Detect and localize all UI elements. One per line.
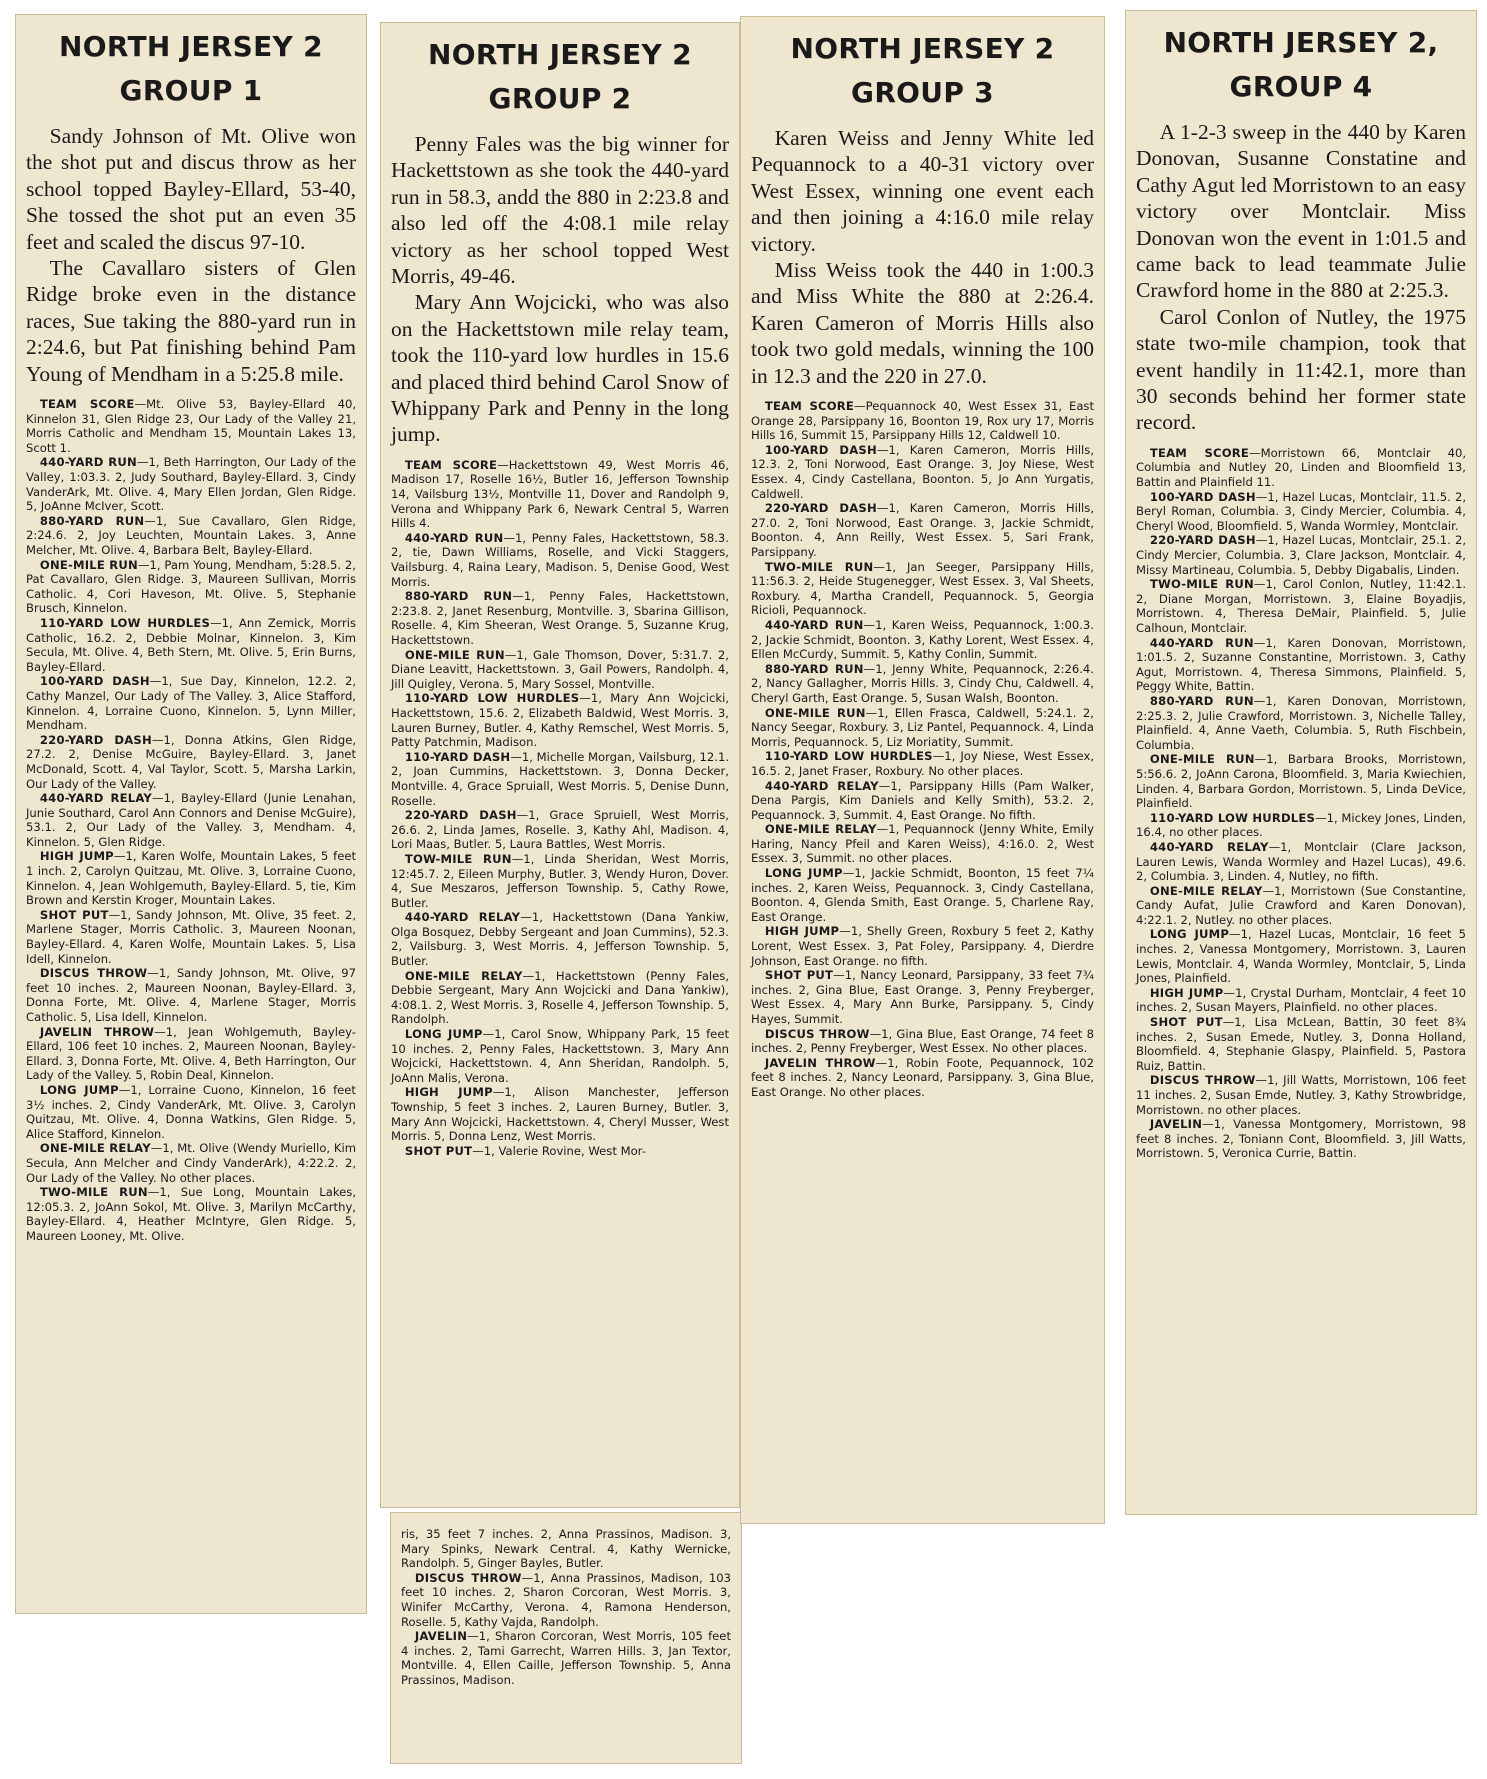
event-name: 110-YARD LOW HURDLES bbox=[404, 691, 580, 706]
event-name: TOW-MILE RUN bbox=[404, 851, 512, 866]
event-name: 440-YARD RUN bbox=[1149, 635, 1254, 650]
event-name: 100-YARD DASH bbox=[39, 674, 150, 689]
lede-paragraph: A 1-2-3 sweep in the 440 by Karen Donovan, Susanne Constatine and Cathy Agut led Morristown to an easy victory over Montclair. Miss Donovan won the event in 1:01.5 and came back to lead teammate Julie Crawford home in the 880 at 2:25.3. bbox=[1136, 120, 1466, 303]
headline bbox=[26, 25, 356, 113]
results-list bbox=[401, 1527, 731, 1688]
event-name: SHOT PUT bbox=[404, 1143, 473, 1158]
event-name: 110-YARD LOW HURDLES bbox=[1149, 810, 1316, 825]
result-entry bbox=[26, 455, 356, 513]
event-name: ONE-MILE RUN bbox=[39, 557, 138, 572]
clipping-group-4 bbox=[1125, 10, 1477, 1515]
result-entry bbox=[391, 1144, 729, 1159]
event-results: —1, Karen Wolfe, Mountain Lakes, 5 feet 1 inch. 2, Carolyn Quitzau, Mt. Olive. 3, Lorraine Cuono, Kinnelon. 4, Jean Wohlgemuth, Bayley-Ellard. 5, tie, Kim Brown and Kerstin Kroger, Mountain Lakes. bbox=[26, 849, 356, 908]
event-name: ONE-MILE RUN bbox=[1149, 752, 1255, 767]
result-entry bbox=[26, 558, 356, 616]
event-name: 220-YARD DASH bbox=[764, 501, 877, 516]
result-entry bbox=[751, 866, 1094, 924]
event-results: —1, Carol Conlon, Nutley, 11:42.1. 2, Diane Morgan, Morristown. 3, Elaine Boyadjis, Morristown. 4, Theresa DeMair, Plainfield. 5, Julie Calhoun, Montclair. bbox=[1136, 577, 1467, 635]
event-results: —1, Crystal Durham, Montclair, 4 feet 10 inches. 2, Susan Mayers, Plainfield. no other places. bbox=[1136, 985, 1466, 1015]
result-entry bbox=[1136, 884, 1466, 928]
event-results: —1, Morristown (Sue Constantine, Candy Aufat, Julie Crawford and Karen Donovan), 4:22.1. 2, Nutley. no other places. bbox=[1136, 883, 1466, 927]
result-entry bbox=[751, 749, 1094, 778]
result-entry bbox=[1136, 1073, 1466, 1117]
headline bbox=[391, 33, 729, 121]
result-entry bbox=[1136, 446, 1466, 490]
event-results: —1, Anna Prassinos, Madison, 103 feet 10 inches. 2, Sharon Corcoran, West Morris. 3, Winifer McCarthy, Verona. 4, Ramona Henderson, Roselle. 5, Kathy Vajda, Randolph. bbox=[401, 1570, 731, 1629]
headline-line-2: GROUP 3 bbox=[851, 76, 994, 109]
event-results: —1, Donna Atkins, Glen Ridge, 27.2. 2, Denise McGuire, Bayley-Ellard. 3, Janet McDonald, Scott. 4, Val Taylor, Scott. 5, Marsha Larkin, Our Lady of the Valley. bbox=[26, 732, 357, 791]
event-name: 440-YARD RELAY bbox=[39, 791, 153, 806]
event-results: —1, Karen Cameron, Morris Hills, 27.0. 2, Toni Norwood, East Orange. 3, Jackie Schmidt, Boonton. 4, Ann Reilly, West Essex. 5, Sari Frank, Parsippany. bbox=[751, 501, 1094, 559]
result-entry bbox=[1136, 636, 1466, 694]
headline-line-1: NORTH JERSEY 2 bbox=[790, 32, 1055, 65]
result-entry bbox=[1136, 1117, 1466, 1161]
clipping-group-2 bbox=[380, 22, 740, 1508]
result-entry bbox=[751, 822, 1094, 866]
event-results: —1, Karen Weiss, Pequannock, 1:00.3. 2, Jackie Schmidt, Boonton. 3, Kathy Lorent, West Essex. 4, Ellen McCurdy, Summit. 5, Kathy Conlin, Summit. bbox=[751, 617, 1094, 662]
lede-paragraph: Penny Fales was the big winner for Hackettstown as she took the 440-yard run in 58.3, andd the 880 in 2:23.8 and also led off the 4:08.1 mile relay victory as her school topped West Morris, 49-46. bbox=[391, 132, 729, 289]
event-name: 110-YARD LOW HURDLES bbox=[764, 749, 933, 764]
event-name: DISCUS THROW bbox=[764, 1026, 870, 1041]
event-results: —1, Bayley-Ellard (Junie Lenahan, Junie Southard, Carol Ann Connors and Denise McGuire), 53.1. 2, Our Lady of the Valley. 3, Mendham. 4, Kinnelon. 5, Glen Ridge. bbox=[26, 791, 356, 849]
event-results: —1, Hazel Lucas, Montclair, 25.1. 2, Cindy Mercier, Columbia. 3, Clare Jackson, Montclair. 4, Missy Martineau, Columbia. 5, Debby Digabalis, Linden. bbox=[1136, 533, 1467, 577]
event-results: —1, Sandy Johnson, Mt. Olive, 97 feet 10 inches. 2, Maureen Noonan, Bayley-Ellard. 3, Donna Forte, Mt. Olive. 4, Marlene Stager, Morris Catholic. 5, Lisa Idell, Kinnelon. bbox=[26, 966, 356, 1024]
result-entry bbox=[1136, 986, 1466, 1015]
event-results: —1, Lorraine Cuono, Kinnelon, 16 feet 3½ inches. 2, Cindy VanderArk, Mt. Olive. 3, Carolyn Quitzau, Mt. Olive. 4, Donna Watkins, Glen Ridge. 5, Alice Stafford, Kinnelon. bbox=[26, 1082, 356, 1141]
clipping-group-3 bbox=[740, 16, 1105, 1524]
result-entry bbox=[26, 616, 356, 674]
event-name: 880-YARD RUN bbox=[764, 661, 864, 676]
result-entry bbox=[26, 1185, 356, 1243]
result-entry bbox=[391, 691, 729, 749]
event-name: 220-YARD DASH bbox=[39, 732, 152, 747]
event-name: 440-YARD RELAY bbox=[404, 910, 521, 925]
result-entry bbox=[26, 1083, 356, 1141]
event-results: —1, Grace Spruiell, West Morris, 26.6. 2, Linda James, Roselle. 3, Kathy Ahl, Madison. 4, Lori Maas, Butler. 5, Laura Battles, West Morris. bbox=[391, 808, 729, 852]
event-results: —1, Montclair (Clare Jackson, Lauren Lewis, Wanda Wormley and Hazel Lucas), 49.6. 2, Columbia. 3, Linden. 4, Nutley, no fifth. bbox=[1136, 839, 1466, 884]
event-name: 880-YARD RUN bbox=[1149, 693, 1254, 708]
event-results: —1, Hazel Lucas, Montclair, 11.5. 2, Beryl Roman, Columbia. 3, Cindy Mercier, Columbia. 4, Cheryl Wood, Bloomfield. 5, Wanda Wormley, Montclair. bbox=[1136, 489, 1467, 533]
result-entry bbox=[391, 910, 729, 968]
event-results: —1, Jenny White, Pequannock, 2:26.4. 2, Nancy Gallagher, Morris Hills. 3, Cindy Chu, Caldwell. 4, Cheryl Garth, East Orange. 5, Susan Walsh, Boonton. bbox=[751, 661, 1094, 705]
event-results: —1, Hackettstown (Penny Fales, Debbie Sergeant, Mary Ann Wojcicki and Dana Yankiw), 4:08.1. 2, West Morris. 3, Roselle 4, Jefferson Township. 5, Randolph. bbox=[391, 968, 729, 1027]
event-results: —1, Sue Cavallaro, Glen Ridge, 2:24.6. 2, Joy Leuchten, Mountain Lakes. 3, Anne Melcher, Mt. Olive. 4, Barbara Belt, Bayley-Ellard. bbox=[26, 513, 356, 557]
event-results: —1, Sandy Johnson, Mt. Olive, 35 feet. 2, Marlene Stager, Morris Catholic. 3, Maureen Noonan, Bayley-Ellard. 4, Karen Wolfe, Mountain Lakes. 5, Lisa Idell, Kinnelon. bbox=[26, 907, 357, 966]
result-entry bbox=[401, 1629, 731, 1687]
result-entry bbox=[26, 733, 356, 791]
event-name: TWO-MILE RUN bbox=[764, 559, 874, 574]
event-name: TWO-MILE RUN bbox=[39, 1185, 148, 1200]
event-results: —1, Hazel Lucas, Montclair, 16 feet 5 inches. 2, Vanessa Montgomery, Morristown. 3, Lauren Lewis, Montclair. 4, Wanda Wormley, Montclair, 5, Linda Jones, Plainfield. bbox=[1136, 927, 1466, 986]
headline-line-2: GROUP 4 bbox=[1229, 70, 1373, 103]
event-name: ONE-MILE RUN bbox=[764, 705, 866, 720]
result-entry bbox=[26, 966, 356, 1024]
result-entry bbox=[26, 397, 356, 455]
results-list bbox=[1136, 446, 1466, 1161]
headline-line-2: GROUP 2 bbox=[488, 82, 632, 115]
event-name: HIGH JUMP bbox=[1149, 985, 1224, 1000]
event-results: —1, Penny Fales, Hackettstown, 58.3. 2, tie, Dawn Williams, Roselle, and Vicki Staggers, Vailsburg. 4, Raina Leary, Madison. 5, Denise Good, West Morris. bbox=[391, 530, 729, 589]
result-entry bbox=[391, 1085, 729, 1143]
result-entry bbox=[26, 514, 356, 558]
event-name: HIGH JUMP bbox=[764, 924, 840, 939]
clipping-group-2-continuation bbox=[390, 1512, 742, 1764]
event-name: JAVELIN THROW bbox=[764, 1055, 876, 1070]
lede-paragraph: Karen Weiss and Jenny White led Pequannock to a 40-31 victory over West Essex, winning one event each and then joining a 4:16.0 mile relay victory. bbox=[751, 126, 1094, 256]
headline bbox=[751, 27, 1094, 115]
result-entry bbox=[1136, 1015, 1466, 1073]
event-name: DISCUS THROW bbox=[39, 966, 148, 981]
result-entry bbox=[751, 924, 1094, 968]
event-name: TEAM SCORE bbox=[39, 397, 135, 412]
lede-paragraph: Mary Ann Wojcicki, who was also on the Hackettstown mile relay team, took the 110-yard low hurdles in 15.6 and placed third behind Carol Snow of Whippany Park and Penny in the long jump. bbox=[391, 290, 729, 447]
event-name: LONG JUMP bbox=[39, 1082, 119, 1097]
event-results: —1, Parsippany Hills (Pam Walker, Dena Pargis, Kim Daniels and Kelly Smith), 53.2. 2, Pequannock. 3, Summit. 4, East Orange. No fifth. bbox=[751, 778, 1094, 822]
event-results: —1, Sue Long, Mountain Lakes, 12:05.3. 2, JoAnn Sokol, Mt. Olive. 3, Marilyn McCarthy, Bayley-Ellard. 4, Heather McIntyre, Glen Ridge. 5, Maureen Looney, Mt. Olive. bbox=[26, 1185, 357, 1243]
lede-paragraph: Sandy Johnson of Mt. Olive won the shot put and discus throw as her school topped Bayley-Ellard, 53-40, She tossed the shot put an even 35 feet and scaled the discus 97-10. bbox=[26, 124, 356, 254]
result-entry bbox=[26, 849, 356, 907]
event-name: DISCUS THROW bbox=[1149, 1073, 1256, 1088]
result-entry bbox=[751, 1056, 1094, 1100]
headline bbox=[1136, 21, 1466, 109]
result-entry bbox=[1136, 694, 1466, 752]
event-name: SHOT PUT bbox=[764, 968, 834, 983]
event-results: —1, Ann Zemick, Morris Catholic, 16.2. 2, Debbie Molnar, Kinnelon. 3, Kim Secula, Mt. Olive. 4, Beth Stern, Mt. Olive. 5, Erin Burns, Bayley-Ellard. bbox=[26, 615, 357, 674]
event-results: —1, Mary Ann Wojcicki, Hackettstown, 15.6. 2, Elizabeth Baldwid, West Morris. 3, Lauren Burney, Butler. 4, Kathy Remschel, West Morris. 5, Patty Patchmin, Madison. bbox=[391, 691, 730, 750]
result-entry bbox=[391, 589, 729, 647]
event-name: JAVELIN bbox=[414, 1629, 468, 1644]
result-entry bbox=[401, 1527, 731, 1571]
event-results: —1, Gina Blue, East Orange, 74 feet 8 inches. 2, Penny Freyberger, West Essex. No other places. bbox=[751, 1026, 1094, 1056]
result-entry bbox=[391, 531, 729, 589]
event-results: —1, Mt. Olive (Wendy Muriello, Kim Secula, Ann Melcher and Cindy VanderArk), 4:22.2. 2, Our Lady of the Valley. No other places. bbox=[26, 1141, 357, 1185]
event-name: 110-YARD LOW HURDLES bbox=[39, 615, 211, 630]
result-entry bbox=[391, 852, 729, 910]
event-results: —1, Sue Day, Kinnelon, 12.2. 2, Cathy Manzel, Our Lady of The Valley. 3, Alice Stafford, Kinnelon. 4, Lorraine Cuono, Kinnelon. 5, Lynn Miller, Mendham. bbox=[26, 674, 356, 733]
event-name: 220-YARD DASH bbox=[1149, 533, 1256, 548]
result-entry bbox=[751, 443, 1094, 501]
event-results: —1, Carol Snow, Whippany Park, 15 feet 10 inches. 2, Penny Fales, Hackettstown. 3, Mary Ann Wojcicki, Hackettstown. 4, Ann Sheridan, Randolph. 5, JoAnn Malis, Verona. bbox=[391, 1027, 729, 1085]
event-results: —1, Sharon Corcoran, West Morris, 105 feet 4 inches. 2, Tami Garrecht, Warren Hills. 3, Jan Textor, Montville. 4, Ellen Caille, Jefferson Township. 5, Anna Prassinos, Madison. bbox=[401, 1629, 731, 1687]
event-name: 110-YARD DASH bbox=[404, 749, 511, 764]
result-entry bbox=[1136, 752, 1466, 810]
event-name: TEAM SCORE bbox=[404, 457, 498, 472]
result-entry bbox=[26, 908, 356, 966]
event-results: —1, Robin Foote, Pequannock, 102 feet 8 inches. 2, Nancy Leonard, Parsippany. 3, Gina Blue, East Orange. No other places. bbox=[751, 1055, 1094, 1099]
result-entry bbox=[1136, 577, 1466, 635]
event-name: HIGH JUMP bbox=[39, 849, 114, 864]
result-entry bbox=[401, 1571, 731, 1629]
event-name: DISCUS THROW bbox=[414, 1570, 522, 1585]
event-results: ris, 35 feet 7 inches. 2, Anna Prassinos, Madison. 3, Mary Spinks, Newark Central. 4, Kathy Wernicke, Randolph. 5, Ginger Bayles, Butler. bbox=[401, 1527, 731, 1571]
event-results: —Morristown 66, Montclair 40, Columbia and Nutley 20, Linden and Bloomfield 13, Battin and Plainfield 11. bbox=[1136, 445, 1467, 490]
event-name: SHOT PUT bbox=[39, 907, 109, 922]
event-results: —Hackettstown 49, West Morris 46, Madison 17, Roselle 16½, Butler 16, Jefferson Township 14, Vailsburg 13½, Montville 11, Dover and Randolph 9, Verona and Whippany Park 6, Newark Central 5, Warren Hills 4. bbox=[391, 457, 730, 531]
result-entry bbox=[751, 1027, 1094, 1056]
event-name: LONG JUMP bbox=[764, 866, 843, 881]
results-list bbox=[751, 399, 1094, 1100]
event-name: ONE-MILE RELAY bbox=[764, 822, 877, 837]
event-results: —1, Nancy Leonard, Parsippany, 33 feet 7¾ inches. 2, Gina Blue, East Orange. 3, Penny Freyberger, West Essex. 4, Mary Ann Burke, Parsippany. 5, Cindy Hayes, Summit. bbox=[751, 968, 1094, 1026]
event-name: ONE-MILE RELAY bbox=[404, 968, 523, 983]
event-results: —1, Pequannock (Jenny White, Emily Haring, Nancy Pfeil and Karen Weiss), 4:16.0. 2, West Essex. 3, Summit. no other places. bbox=[751, 822, 1095, 866]
result-entry bbox=[391, 808, 729, 852]
event-name: 440-YARD RUN bbox=[764, 617, 864, 632]
result-entry bbox=[751, 779, 1094, 823]
event-name: LONG JUMP bbox=[404, 1027, 483, 1042]
result-entry bbox=[751, 399, 1094, 443]
event-name: ONE-MILE RUN bbox=[404, 647, 505, 662]
result-entry bbox=[751, 560, 1094, 618]
event-results: —1, Hackettstown (Dana Yankiw, Olga Bosquez, Debby Sergeant and Joan Cummins), 52.3. 2, Vailsburg. 3, West Morris. 4, Jefferson Township. 5, Butler. bbox=[391, 910, 729, 969]
event-name: HIGH JUMP bbox=[404, 1085, 493, 1100]
event-results: —1, Alison Manchester, Jefferson Township, 5 feet 3 inches. 2, Lauren Burney, Butler. 3, Mary Ann Wojcicki, Hackettstown. 4, Cheryl Musser, West Morris. 5, Donna Lenz, West Morris. bbox=[391, 1085, 729, 1144]
event-name: 440-YARD RELAY bbox=[1149, 839, 1269, 854]
result-entry bbox=[1136, 490, 1466, 534]
event-name: ONE-MILE RELAY bbox=[39, 1141, 151, 1156]
result-entry bbox=[1136, 811, 1466, 840]
event-results: —1, Lisa McLean, Battin, 30 feet 8¾ inches. 2, Susan Emede, Nutley. 3, Donna Holland, Bloomfield. 4, Stephanie Glaspy, Plainfield. 5, Pastora Ruiz, Battin. bbox=[1136, 1015, 1466, 1073]
event-results: —1, Karen Donovan, Morristown, 2:25.3. 2, Julie Crawford, Morristown. 3, Nichelle Talley, Plainfield. 4, Anne Vaeth, Columbia. 5, Ruth Fischbein, Columbia. bbox=[1136, 693, 1466, 752]
event-name: SHOT PUT bbox=[1149, 1015, 1223, 1030]
event-name: 880-YARD RUN bbox=[39, 513, 145, 528]
event-results: —1, Barbara Brooks, Morristown, 5:56.6. 2, JoAnn Carona, Bloomfield. 3, Maria Kwiechien, Linden. 4, Barbara Gordon, Morristown. 5, Linda DeVice, Plainfield. bbox=[1136, 752, 1466, 811]
event-results: —1, Vanessa Montgomery, Morristown, 98 feet 8 inches. 2, Toniann Cont, Bloomfield. 3, Jill Watts, Morristown. 5, Veronica Currie, Battin. bbox=[1136, 1117, 1466, 1161]
headline-line-1: NORTH JERSEY 2, bbox=[1163, 26, 1439, 59]
event-name: 440-YARD RELAY bbox=[764, 778, 879, 793]
event-name: JAVELIN bbox=[1149, 1117, 1203, 1132]
event-results: —1, Jan Seeger, Parsippany Hills, 11:56.3. 2, Heide Stugenegger, West Essex. 3, Val Sheets, Roxbury. 4, Martha Crandell, Pequannock. 5, Georgia Ricioli, Pequannock. bbox=[751, 559, 1094, 618]
event-results: —1, Beth Harrington, Our Lady of the Valley, 1:03.3. 2, Judy Southard, Bayley-Ellard. 3, Cindy VanderArk, Mt. Olive. 4, Mary Ellen Jordan, Glen Ridge. 5, JoAnne McIver, Scott. bbox=[26, 455, 356, 514]
event-results: —1, Pam Young, Mendham, 5:28.5. 2, Pat Cavallaro, Glen Ridge. 3, Maureen Sullivan, Morris Catholic. 4, Cori Haveson, Mt. Olive. 5, Stephanie Brusch, Kinnelon. bbox=[26, 557, 356, 616]
event-name: TWO-MILE RUN bbox=[1149, 577, 1254, 592]
event-name: JAVELIN THROW bbox=[39, 1024, 155, 1039]
result-entry bbox=[751, 662, 1094, 706]
headline-line-1: NORTH JERSEY 2 bbox=[59, 30, 323, 63]
event-results: —1, Karen Donovan, Morristown, 1:01.5. 2, Suzanne Constantine, Morristown. 3, Cathy Agut, Morristown. 4, Theresa Simmons, Plainfield. 5, Peggy White, Battin. bbox=[1136, 635, 1466, 694]
result-entry bbox=[1136, 533, 1466, 577]
clipping-group-1 bbox=[15, 14, 367, 1614]
event-results: —1, Shelly Green, Roxbury 5 feet 2, Kathy Lorent, West Essex. 3, Pat Foley, Parsippany. 4, Dierdre Johnson, East Orange. no fifth. bbox=[751, 924, 1094, 968]
result-entry bbox=[391, 969, 729, 1027]
event-results: —1, Jill Watts, Morristown, 106 feet 11 inches. 2, Susan Emde, Nutley. 3, Kathy Strowbridge, Morristown. no other places. bbox=[1136, 1073, 1467, 1117]
result-entry bbox=[26, 1141, 356, 1185]
event-results: —1, Ellen Frasca, Caldwell, 5:24.1. 2, Nancy Seegar, Roxbury. 3, Liz Pantel, Pequannock. 4, Linda Morris, Pequannock. 5, Liz Moriatity, Summit. bbox=[751, 705, 1094, 749]
event-name: LONG JUMP bbox=[1149, 927, 1230, 942]
result-entry bbox=[1136, 927, 1466, 985]
event-name: TEAM SCORE bbox=[1149, 445, 1250, 460]
event-results: —1, Joy Niese, West Essex, 16.5. 2, Janet Fraser, Roxbury. No other places. bbox=[751, 749, 1094, 778]
result-entry bbox=[391, 458, 729, 531]
event-results: —Mt. Olive 53, Bayley-Ellard 40, Kinnelon 31, Glen Ridge 23, Our Lady of the Valley 21, Morris Catholic and Mendham 15, Mountain Lakes 13, Scott 1. bbox=[26, 397, 357, 455]
event-results: —1, Michelle Morgan, Vailsburg, 12.1. 2, Joan Cummins, Hackettstown. 3, Donna Decker, Montville. 4, Grace Spruiall, West Morris. 5, Denise Dunn, Roselle. bbox=[391, 749, 730, 808]
result-entry bbox=[751, 501, 1094, 559]
event-results: —1, Gale Thomson, Dover, 5:31.7. 2, Diane Leavitt, Hackettstown. 3, Gail Powers, Randolph. 4, Jill Quigley, Verona. 5, Mary Sossel, Montville. bbox=[391, 647, 729, 691]
event-results: —Pequannock 40, West Essex 31, East Orange 28, Parsippany 16, Boonton 19, Rox ury 17, Morris Hills 16, Summit 15, Parsippany Hills 12, Caldwell 10. bbox=[751, 399, 1095, 443]
event-results: —1, Linda Sheridan, West Morris, 12:45.7. 2, Eileen Murphy, Butler. 3, Wendy Huron, Dover. 4, Sue Meszaros, Jefferson Township. 5, Cathy Rowe, Butler. bbox=[391, 851, 730, 910]
event-name: 440-YARD RUN bbox=[39, 455, 137, 470]
lede-paragraph: The Cavallaro sisters of Glen Ridge broke even in the distance races, Sue taking the 880-yard run in 2:24.6, but Pat finishing behind Pam Young of Mendham in a 5:25.8 mile. bbox=[26, 256, 356, 386]
result-entry bbox=[751, 618, 1094, 662]
event-name: 220-YARD DASH bbox=[404, 808, 517, 823]
event-name: 880-YARD RUN bbox=[404, 589, 513, 604]
results-list bbox=[391, 458, 729, 1159]
result-entry bbox=[26, 674, 356, 732]
result-entry bbox=[751, 968, 1094, 1026]
event-results: —1, Valerie Rovine, West Mor- bbox=[472, 1143, 646, 1158]
event-name: 100-YARD DASH bbox=[1149, 489, 1256, 504]
event-results: —1, Mickey Jones, Linden, 16.4, no other places. bbox=[1136, 810, 1466, 840]
result-entry bbox=[26, 1025, 356, 1083]
event-results: —1, Karen Cameron, Morris Hills, 12.3. 2, Toni Norwood, East Orange. 3, Joy Niese, West Essex. 4, Cindy Castellana, Boonton. 5, Jo Ann Yurgatis, Caldwell. bbox=[751, 442, 1094, 501]
event-name: 440-YARD RUN bbox=[404, 530, 504, 545]
lede-paragraph: Miss Weiss took the 440 in 1:00.3 and Miss White the 880 at 2:26.4. Karen Cameron of Morris Hills also took two gold medals, winning the 100 in 12.3 and the 220 in 27.0. bbox=[751, 258, 1094, 388]
event-name: ONE-MILE RELAY bbox=[1149, 883, 1263, 898]
event-results: —1, Jean Wohlgemuth, Bayley-Ellard, 106 feet 10 inches. 2, Maureen Noonan, Bayley-Ellard. 3, Donna Forte, Mt. Olive. 4, Beth Harrington, Our Lady of the Valley. 5, Robin Deal, Kinnelon. bbox=[26, 1024, 356, 1083]
result-entry bbox=[1136, 840, 1466, 884]
event-name: 100-YARD DASH bbox=[764, 442, 877, 457]
event-results: —1, Jackie Schmidt, Boonton, 15 feet 7¼ inches. 2, Karen Weiss, Pequannock. 3, Cindy Castellana, Boonton. 4, Glenda Smith, East Orange. 5, Charlene Ray, East Orange. bbox=[751, 866, 1094, 924]
event-name: TEAM SCORE bbox=[764, 399, 855, 414]
result-entry bbox=[391, 750, 729, 808]
results-list bbox=[26, 397, 356, 1243]
headline-line-2: GROUP 1 bbox=[119, 74, 263, 107]
lede-paragraph: Carol Conlon of Nutley, the 1975 state two-mile champion, took that event handily in 11:42.1, more than 30 seconds behind her former state record. bbox=[1136, 304, 1466, 435]
event-results: —1, Penny Fales, Hackettstown, 2:23.8. 2, Janet Resenburg, Montville. 3, Sbarina Gillison, Roselle. 4, Kim Sheeran, West Orange. 5, Suzanne Krug, Hackettstown. bbox=[391, 589, 730, 647]
headline-line-1: NORTH JERSEY 2 bbox=[428, 38, 692, 71]
result-entry bbox=[391, 1027, 729, 1085]
result-entry bbox=[26, 791, 356, 849]
result-entry bbox=[751, 706, 1094, 750]
result-entry bbox=[391, 648, 729, 692]
